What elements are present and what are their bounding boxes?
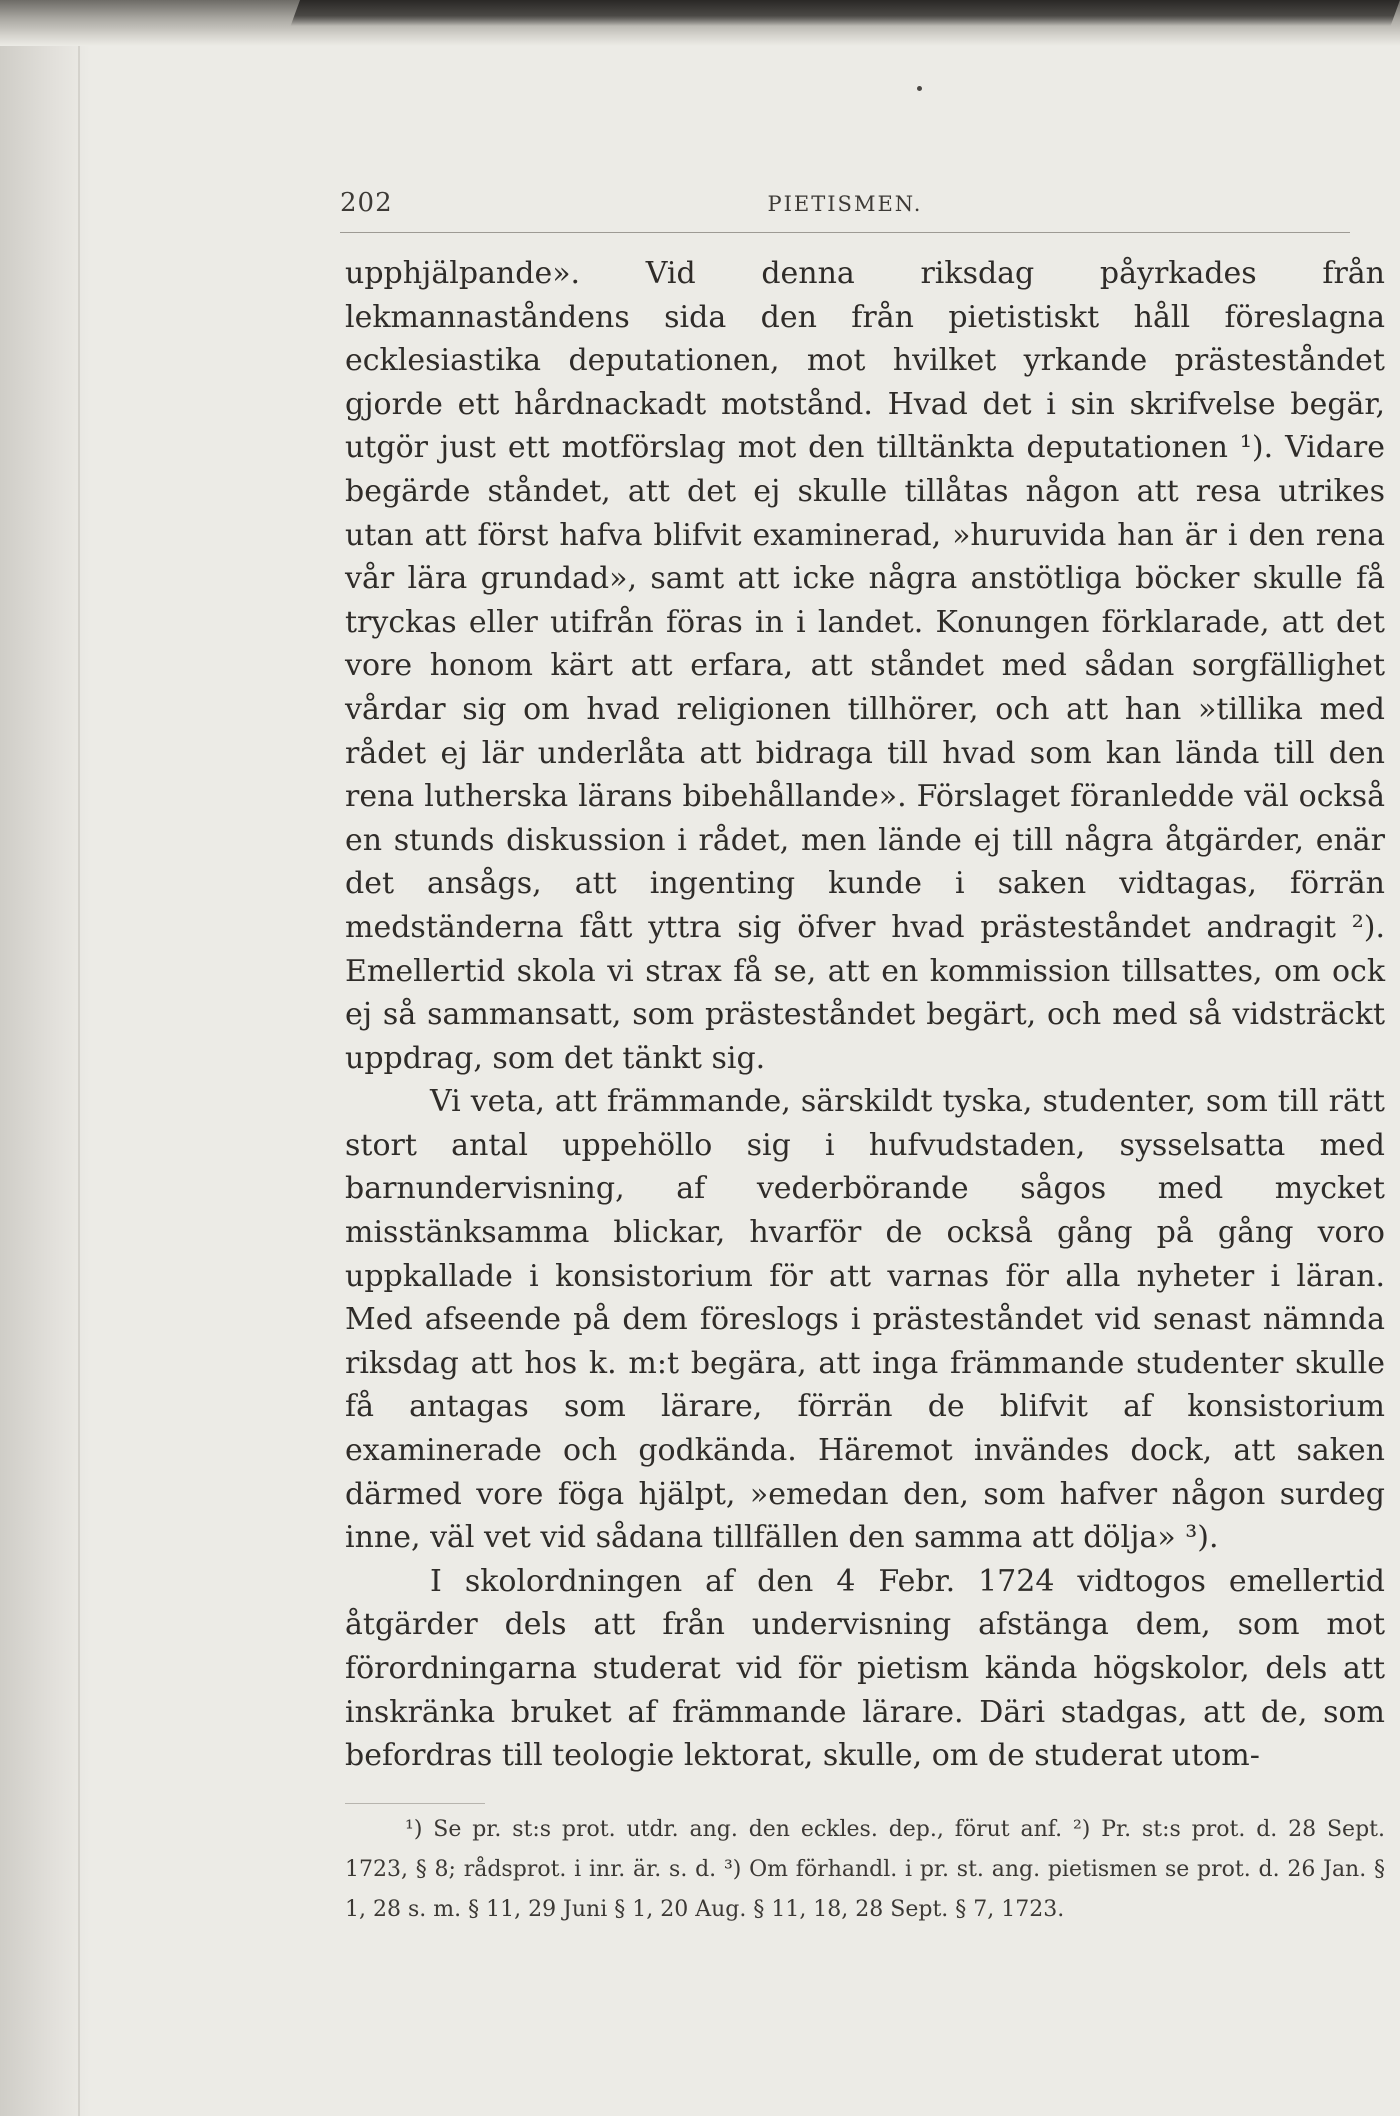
header-rule	[340, 232, 1350, 233]
ink-speck	[917, 86, 922, 91]
paragraph-1: upphjälpande». Vid denna riksdag påyrkades från lekmannaståndens sida den från pietistiskt håll föreslagna ecklesiastika deputationen, mot hvilket yrkande prästeståndet gjorde ett hårdnackadt motstånd. Hvad det i sin skrifvelse begär, utgör just ett motförslag mot den tilltänkta deputationen ¹). Vidare begärde ståndet, att det ej skulle tillåtas någon att resa utrikes utan att först hafva blifvit examinerad, »huruvida han är i den rena vår lära grundad», samt att icke några anstötliga böcker skulle få tryckas eller utifrån föras in i landet. Konungen förklarade, att det vore honom kärt att erfara, att ståndet med sådan sorgfällighet vårdar sig om hvad religionen tillhörer, och att han »tillika med rådet ej lär underlåta att bidraga till hvad som kan lända till den rena lutherska lärans bibehållande». Förslaget föranledde väl också en stunds diskussion i rådet, men lände ej till några åtgärder, enär det ansågs, att ingenting kunde i saken vidtagas, förrän medständerna fått yttra sig öfver hvad prästeståndet andragit ²). Emellertid skola vi strax få se, att en kommission tillsattes, om ock ej så sammansatt, som prästeståndet begärt, och med så vidsträckt uppdrag, som det tänkt sig.	[345, 256, 1385, 1076]
page-number: 202	[340, 188, 393, 218]
page-edge-line	[78, 40, 80, 2116]
page-header	[340, 188, 1350, 228]
footnotes	[345, 1810, 1385, 1930]
adjacent-page-edge	[291, 0, 1400, 26]
running-title: PIETISMEN.	[767, 192, 923, 216]
body-text	[345, 252, 1385, 1778]
paragraph-2: Vi veta, att främmande, särskildt tyska, studenter, som till rätt stort antal uppehöllo sig i hufvudstaden, sysselsatta med barnundervisning, af vederbörande sågos med mycket misstänksamma blickar, hvarför de också gång på gång voro uppkallade i konsistorium för att varnas för alla nyheter i läran. Med afseende på dem föreslogs i prästeståndet vid senast nämnda riksdag att hos k. m:t begära, att inga främmande studenter skulle få antagas som lärare, förrän de blifvit af konsistorium examinerade och godkända. Häremot invändes dock, att saken därmed vore föga hjälpt, »emedan den, som hafver någon surdeg inne, väl vet vid sådana tillfällen den samma att dölja» ³).	[345, 1084, 1385, 1556]
footnote-divider	[345, 1803, 485, 1804]
footnote-text: ¹) Se pr. st:s prot. utdr. ang. den eckles. dep., förut anf. ²) Pr. st:s prot. d. 28 Sept. 1723, § 8; rådsprot. i inr. är. s. d. ³) Om förhandl. i pr. st. ang. pietismen se prot. d. 26 Jan. § 1, 28 s. m. § 11, 29 Juni § 1, 20 Aug. § 11, 18, 28 Sept. § 7, 1723.	[345, 1817, 1385, 1922]
page-gutter-shadow	[0, 0, 90, 2116]
paragraph-3: I skolordningen af den 4 Febr. 1724 vidtogos emellertid åtgärder dels att från undervisning afstänga dem, som mot förordningarna studerat vid för pietism kända högskolor, dels att inskränka bruket af främmande lärare. Däri stadgas, att de, som befordras till teologie lektorat, skulle, om de studerat utom-	[345, 1563, 1385, 1774]
